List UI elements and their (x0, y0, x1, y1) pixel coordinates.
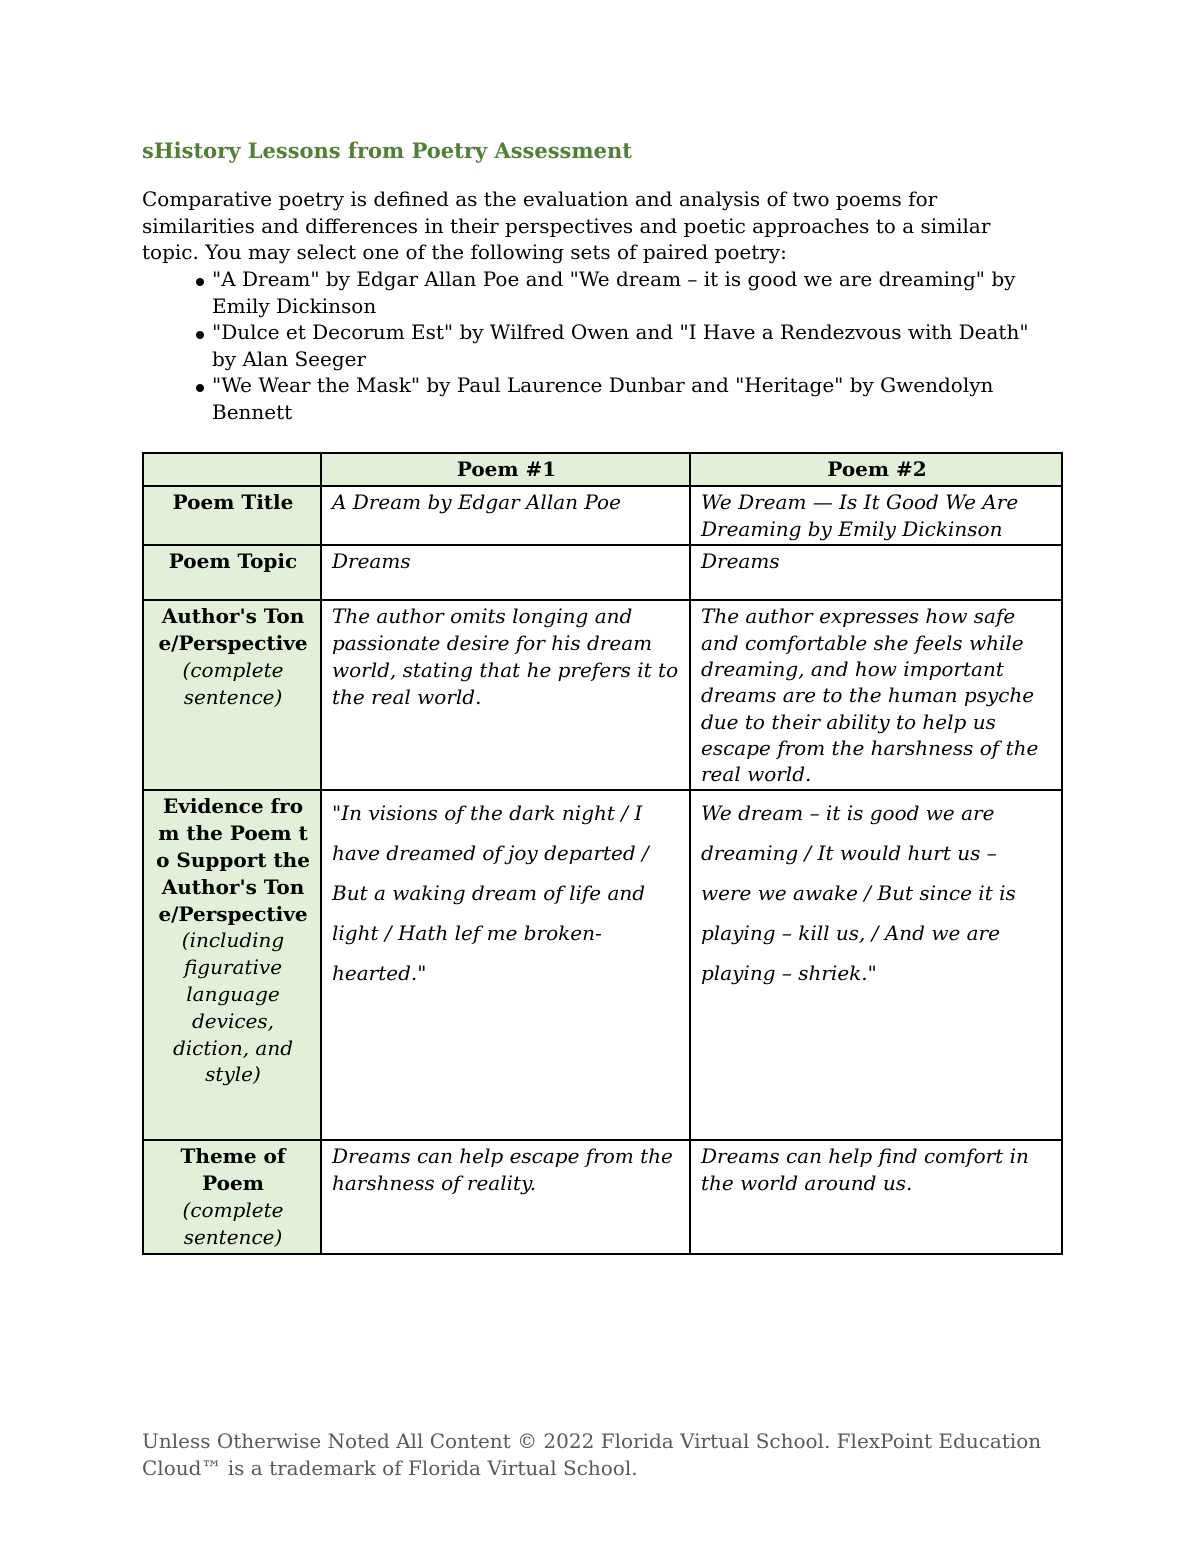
row-label: Theme of Poem (180, 1144, 286, 1196)
row-header (143, 1140, 321, 1253)
pair-text: "Dulce et Decorum Est" by Wilfred Owen and "I Have a Rendezvous with Death" by Alan Seeger (212, 320, 1029, 371)
row-label: Poem Topic (168, 549, 298, 574)
list-item (212, 372, 1052, 425)
row-sublabel: (complete sentence) (182, 657, 284, 709)
header-poem-1: Poem #1 (321, 453, 690, 486)
pair-text: "We Wear the Mask" by Paul Laurence Dunbar and "Heritage" by Gwendolyn Bennett (212, 373, 994, 424)
bullet-icon (196, 384, 204, 392)
intro-paragraph: Comparative poetry is defined as the evaluation and analysis of two poems for similarities and differences in their perspectives and poetic approaches to a similar topic. You may select one of the following sets of paired poetry: (142, 187, 991, 264)
table-cell: Dreams (690, 545, 1062, 600)
row-header (143, 545, 321, 600)
table-header-row (143, 453, 1062, 486)
table-row (143, 486, 1062, 546)
header-corner (143, 453, 321, 486)
table-row (143, 1140, 1062, 1253)
table-cell: We Dream — Is It Good We Are Dreaming by Emily Dickinson (690, 486, 1062, 546)
pair-text: "A Dream" by Edgar Allan Poe and "We dream – it is good we are dreaming" by Emily Dickinson (212, 267, 1016, 318)
row-label: Evidence from the Poem to Support the Author's Tone/Perspective (156, 794, 310, 926)
bullet-icon (196, 278, 204, 286)
table-cell: Dreams (321, 545, 690, 600)
header-poem-2: Poem #2 (690, 453, 1062, 486)
footer-copyright: Unless Otherwise Noted All Content © 2022 Florida Virtual School. FlexPoint Education Cloud™ is a trademark of Florida Virtual School. (142, 1429, 1042, 1480)
poem-pairs-list (212, 266, 1052, 425)
table-cell: A Dream by Edgar Allan Poe (321, 486, 690, 546)
row-header (143, 790, 321, 1140)
list-item (212, 319, 1052, 372)
table-cell: The author expresses how safe and comfortable she feels while dreaming, and how important dreams are to the human psyche due to their ability to help us escape from the harshness of the real world. (690, 600, 1062, 790)
table-cell: The author omits longing and passionate desire for his dream world, stating that he prefers it to the real world. (321, 600, 690, 790)
row-header (143, 486, 321, 546)
table-row (143, 600, 1062, 790)
row-header (143, 600, 321, 790)
table-cell: Dreams can help escape from the harshness of reality. (321, 1140, 690, 1253)
comparison-table (142, 452, 1063, 1255)
row-sublabel: (including figurative language devices, diction, and style) (172, 928, 294, 1087)
row-label: Poem Title (172, 489, 294, 514)
row-sublabel: (complete sentence) (182, 1198, 284, 1249)
row-label: Author's Tone/Perspective (158, 604, 308, 656)
document-title: sHistory Lessons from Poetry Assessment (142, 138, 632, 163)
table-row (143, 545, 1062, 600)
table-row (143, 790, 1062, 1140)
table-cell: "In visions of the dark night / I have dreamed of joy departed / But a waking dream of life and light / Hath lef me broken-hearted." (321, 790, 690, 1140)
table-cell: Dreams can help find comfort in the world around us. (690, 1140, 1062, 1253)
list-item (212, 266, 1052, 319)
table-cell: We dream – it is good we are dreaming / It would hurt us – were we awake / But since it is playing – kill us, / And we are playing – shriek." (690, 790, 1062, 1140)
bullet-icon (196, 331, 204, 339)
